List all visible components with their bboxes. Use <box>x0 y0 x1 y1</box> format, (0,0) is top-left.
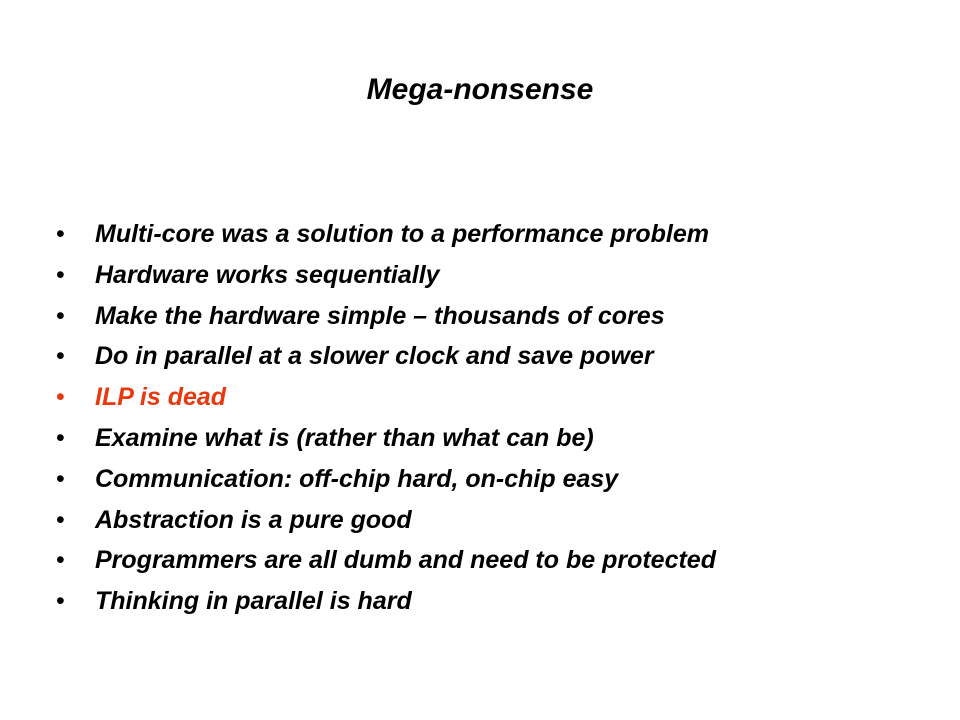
bullet-text: Do in parallel at a slower clock and save power <box>95 342 654 371</box>
bullet-item <box>56 377 716 418</box>
bullet-item <box>56 255 716 296</box>
bullet-item <box>56 459 716 500</box>
bullet-dot-icon: • <box>56 342 65 371</box>
slide-title: Mega-nonsense <box>366 73 594 106</box>
bullet-item <box>56 581 716 622</box>
bullet-text: Multi-core was a solution to a performance problem <box>95 220 709 248</box>
bullet-list <box>56 214 716 622</box>
bullet-dot-icon: • <box>56 464 65 493</box>
bullet-dot-icon: • <box>56 301 65 330</box>
bullet-text: Thinking in parallel is hard <box>95 587 412 616</box>
bullet-text: Hardware works sequentially <box>95 260 440 289</box>
bullet-dot-icon: • <box>56 220 65 248</box>
bullet-text: Communication: off-chip hard, on-chip easy <box>95 464 619 493</box>
bullet-text: Programmers are all dumb and need to be protected <box>95 546 716 575</box>
bullet-dot-icon: • <box>56 260 65 289</box>
bullet-dot-icon: • <box>56 505 65 534</box>
bullet-text: Examine what is (rather than what can be) <box>95 423 594 452</box>
bullet-dot-icon: • <box>56 546 65 575</box>
bullet-item <box>56 214 716 255</box>
bullet-item <box>56 336 716 377</box>
bullet-item <box>56 500 716 541</box>
bullet-dot-icon: • <box>56 587 65 616</box>
bullet-item <box>56 540 716 581</box>
bullet-text: ILP is dead <box>95 383 227 412</box>
bullet-item <box>56 296 716 337</box>
bullet-dot-icon: • <box>56 383 65 412</box>
bullet-item <box>56 418 716 459</box>
bullet-text: Make the hardware simple – thousands of cores <box>95 301 665 330</box>
bullet-dot-icon: • <box>56 423 65 452</box>
bullet-text: Abstraction is a pure good <box>95 505 412 534</box>
